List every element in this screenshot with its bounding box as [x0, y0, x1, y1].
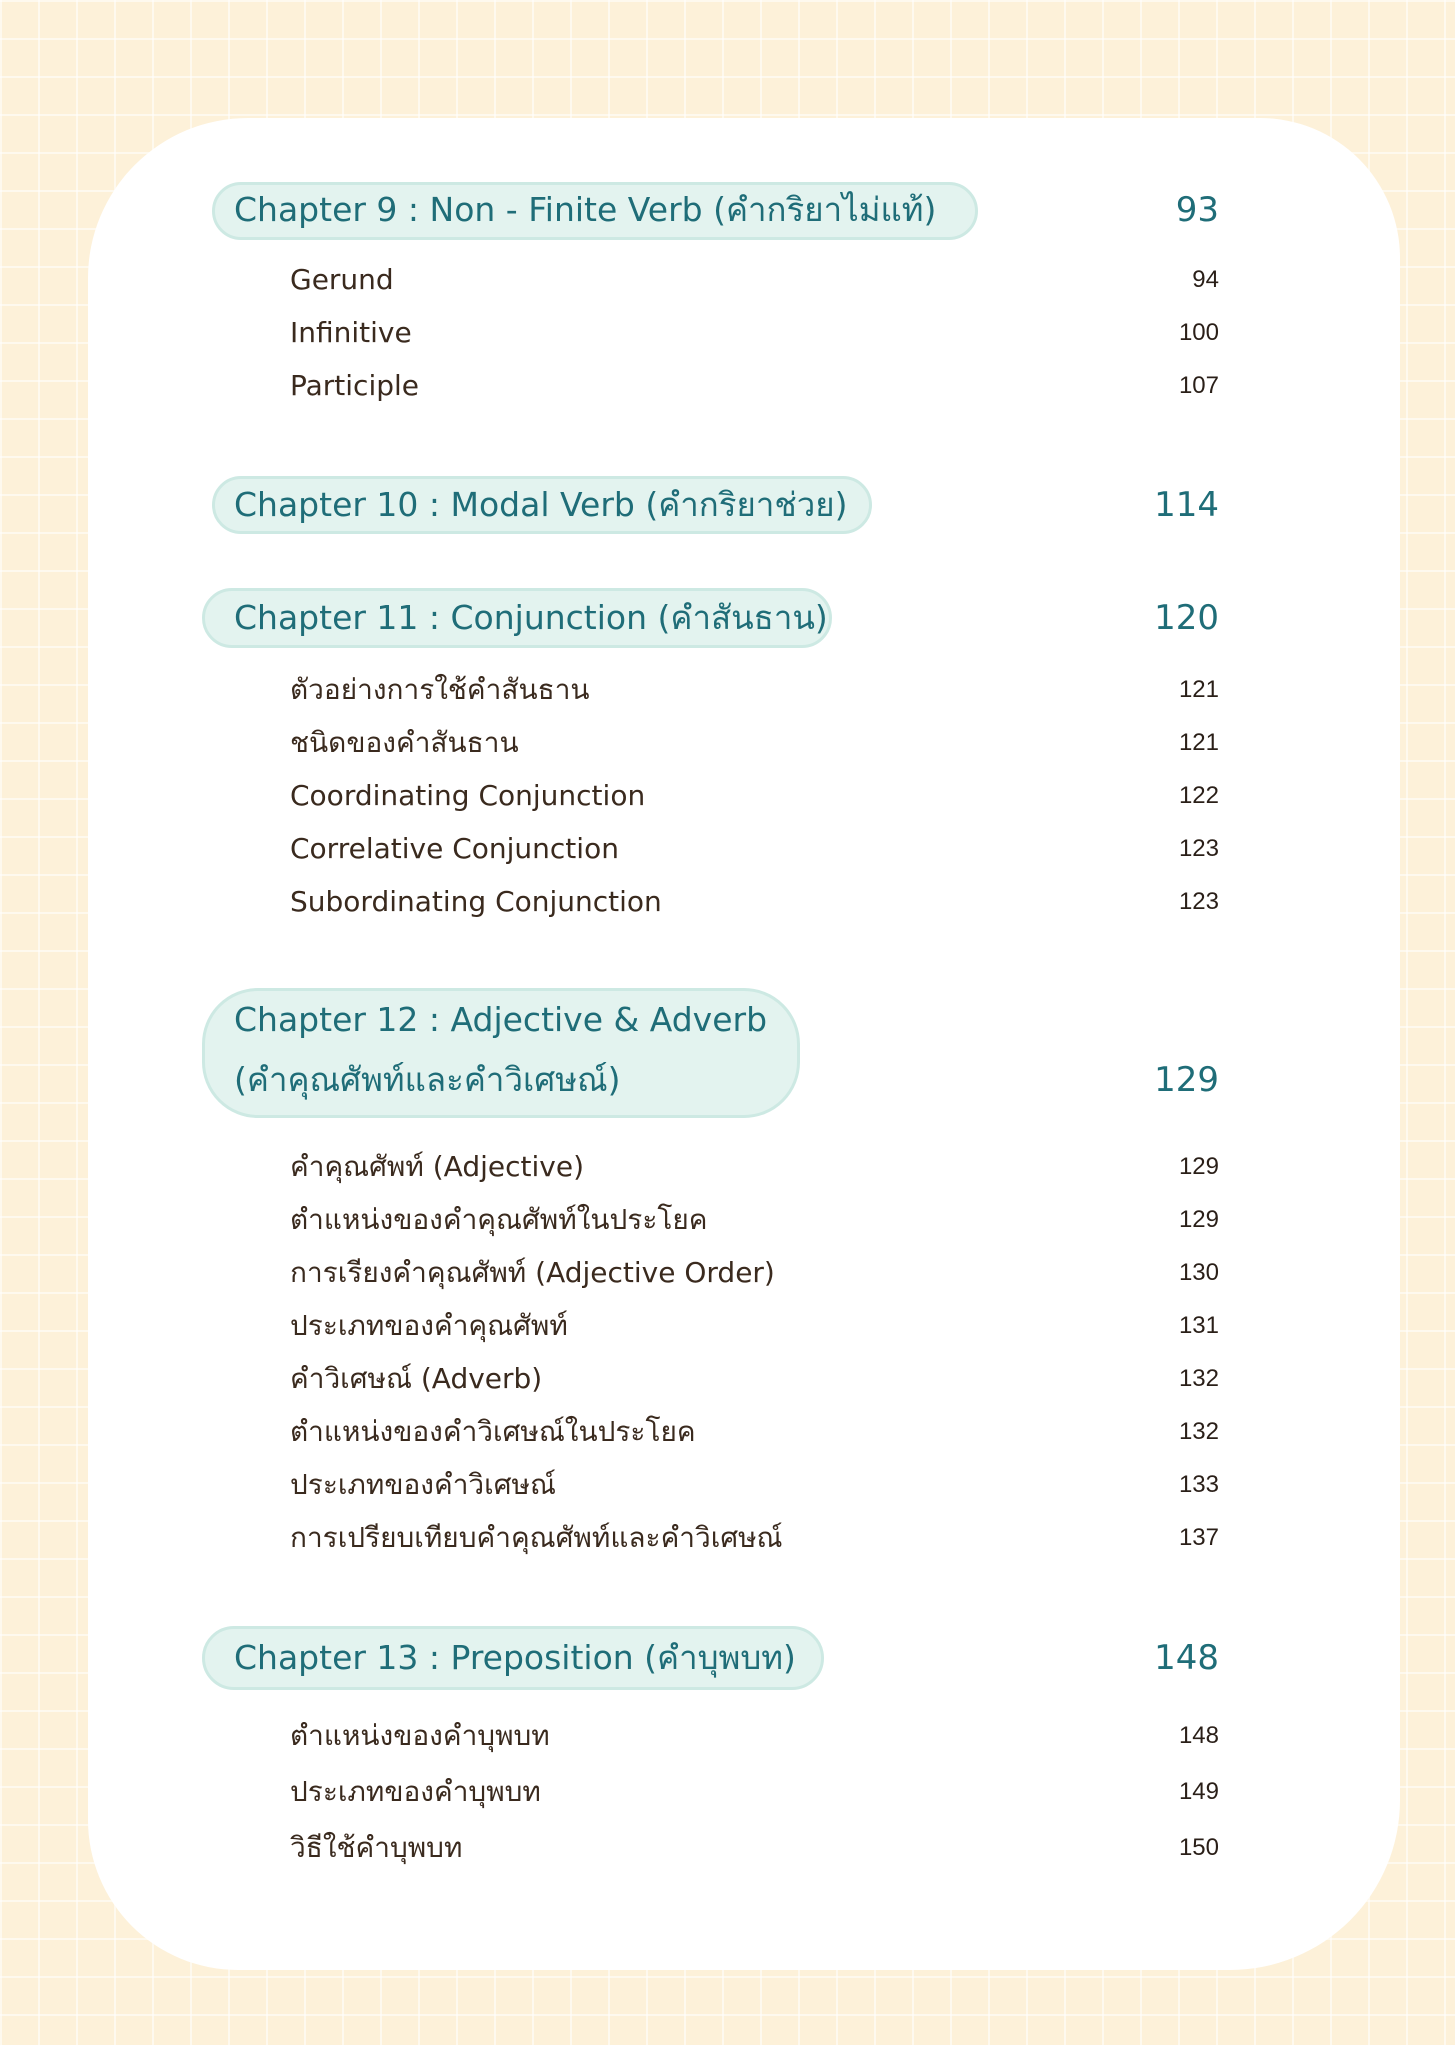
chapter-heading[interactable] [0, 475, 1455, 535]
toc-entry[interactable] [0, 1460, 1455, 1510]
chapter-title-line2: (คำคุณศัพท์และคำวิเศษณ์) [234, 1060, 621, 1099]
entry-page-number: 94 [1192, 266, 1219, 293]
entry-title: ตำแหน่งของคำคุณศัพท์ในประโยค [290, 1203, 708, 1236]
chapter-page-number: 148 [1154, 1638, 1219, 1678]
entry-page-number: 150 [1178, 1834, 1219, 1861]
entry-page-number: 148 [1178, 1722, 1219, 1749]
toc-entry[interactable] [0, 1354, 1455, 1404]
toc-entry[interactable] [0, 718, 1455, 768]
chapter-heading[interactable] [0, 1628, 1455, 1688]
entry-page-number: 132 [1178, 1418, 1219, 1445]
toc-entry[interactable] [0, 1301, 1455, 1351]
entry-title: Coordinating Conjunction [290, 779, 646, 812]
toc-entry[interactable] [0, 1142, 1455, 1192]
chapter-title: Chapter 10 : Modal Verb (คำกริยาช่วย) [234, 485, 848, 524]
toc-entry[interactable] [0, 1248, 1455, 1298]
toc-entry[interactable] [0, 877, 1455, 927]
chapter-page-number: 120 [1154, 598, 1219, 638]
chapter-heading[interactable] [0, 990, 1455, 1110]
entry-page-number: 131 [1178, 1312, 1219, 1339]
toc-entry[interactable] [0, 1711, 1455, 1761]
chapter-page-number: 93 [1175, 190, 1219, 230]
entry-title: ตัวอย่างการใช้คำสันธาน [290, 673, 590, 706]
chapter-heading[interactable] [0, 180, 1455, 240]
toc-entry[interactable] [0, 1823, 1455, 1873]
entry-page-number: 129 [1178, 1206, 1219, 1233]
entry-page-number: 129 [1178, 1153, 1219, 1180]
chapter-heading[interactable] [0, 588, 1455, 648]
entry-page-number: 123 [1178, 835, 1219, 862]
entry-title: Infinitive [290, 316, 412, 349]
entry-page-number: 122 [1178, 782, 1219, 809]
entry-title: ประเภทของคำบุพบท [290, 1775, 541, 1808]
toc-entry[interactable] [0, 361, 1455, 411]
entry-page-number: 133 [1178, 1471, 1219, 1498]
toc-entry[interactable] [0, 1513, 1455, 1563]
entry-title: Participle [290, 369, 420, 402]
toc-entry[interactable] [0, 665, 1455, 715]
toc-entry[interactable] [0, 1195, 1455, 1245]
chapter-page-number: 129 [1154, 1060, 1219, 1100]
chapter-title: Chapter 11 : Conjunction (คำสันธาน) [234, 598, 828, 637]
entry-title: Gerund [290, 263, 394, 296]
entry-title: วิธีใช้คำบุพบท [290, 1831, 463, 1864]
entry-page-number: 121 [1178, 676, 1219, 703]
entry-title: การเรียงคำคุณศัพท์ (Adjective Order) [290, 1256, 775, 1289]
entry-title: คำวิเศษณ์ (Adverb) [290, 1362, 543, 1395]
entry-title: Correlative Conjunction [290, 832, 619, 865]
entry-title: ประเภทของคำคุณศัพท์ [290, 1309, 568, 1342]
entry-title: ชนิดของคำสันธาน [290, 726, 519, 759]
entry-page-number: 149 [1178, 1778, 1219, 1805]
chapter-page-number: 114 [1154, 485, 1219, 525]
entry-page-number: 130 [1178, 1259, 1219, 1286]
chapter-title: Chapter 13 : Preposition (คำบุพบท) [234, 1638, 796, 1677]
entry-page-number: 137 [1178, 1524, 1219, 1551]
entry-page-number: 100 [1178, 319, 1219, 346]
toc-entry[interactable] [0, 308, 1455, 358]
entry-title: คำคุณศัพท์ (Adjective) [290, 1150, 584, 1183]
entry-page-number: 123 [1178, 888, 1219, 915]
entry-title: ตำแหน่งของคำบุพบท [290, 1719, 550, 1752]
chapter-title: Chapter 9 : Non - Finite Verb (คำกริยาไม่แท้) [234, 190, 937, 229]
entry-title: Subordinating Conjunction [290, 885, 662, 918]
entry-title: ตำแหน่งของคำวิเศษณ์ในประโยค [290, 1415, 696, 1448]
entry-title: การเปรียบเทียบคำคุณศัพท์และคำวิเศษณ์ [290, 1521, 783, 1554]
entry-title: ประเภทของคำวิเศษณ์ [290, 1468, 556, 1501]
toc-entry[interactable] [0, 1767, 1455, 1817]
entry-page-number: 132 [1178, 1365, 1219, 1392]
entry-page-number: 121 [1178, 729, 1219, 756]
toc-entry[interactable] [0, 1407, 1455, 1457]
entry-page-number: 107 [1178, 372, 1219, 399]
toc-entry[interactable] [0, 771, 1455, 821]
toc-entry[interactable] [0, 824, 1455, 874]
chapter-title: Chapter 12 : Adjective & Adverb [234, 1000, 768, 1039]
toc-entry[interactable] [0, 255, 1455, 305]
